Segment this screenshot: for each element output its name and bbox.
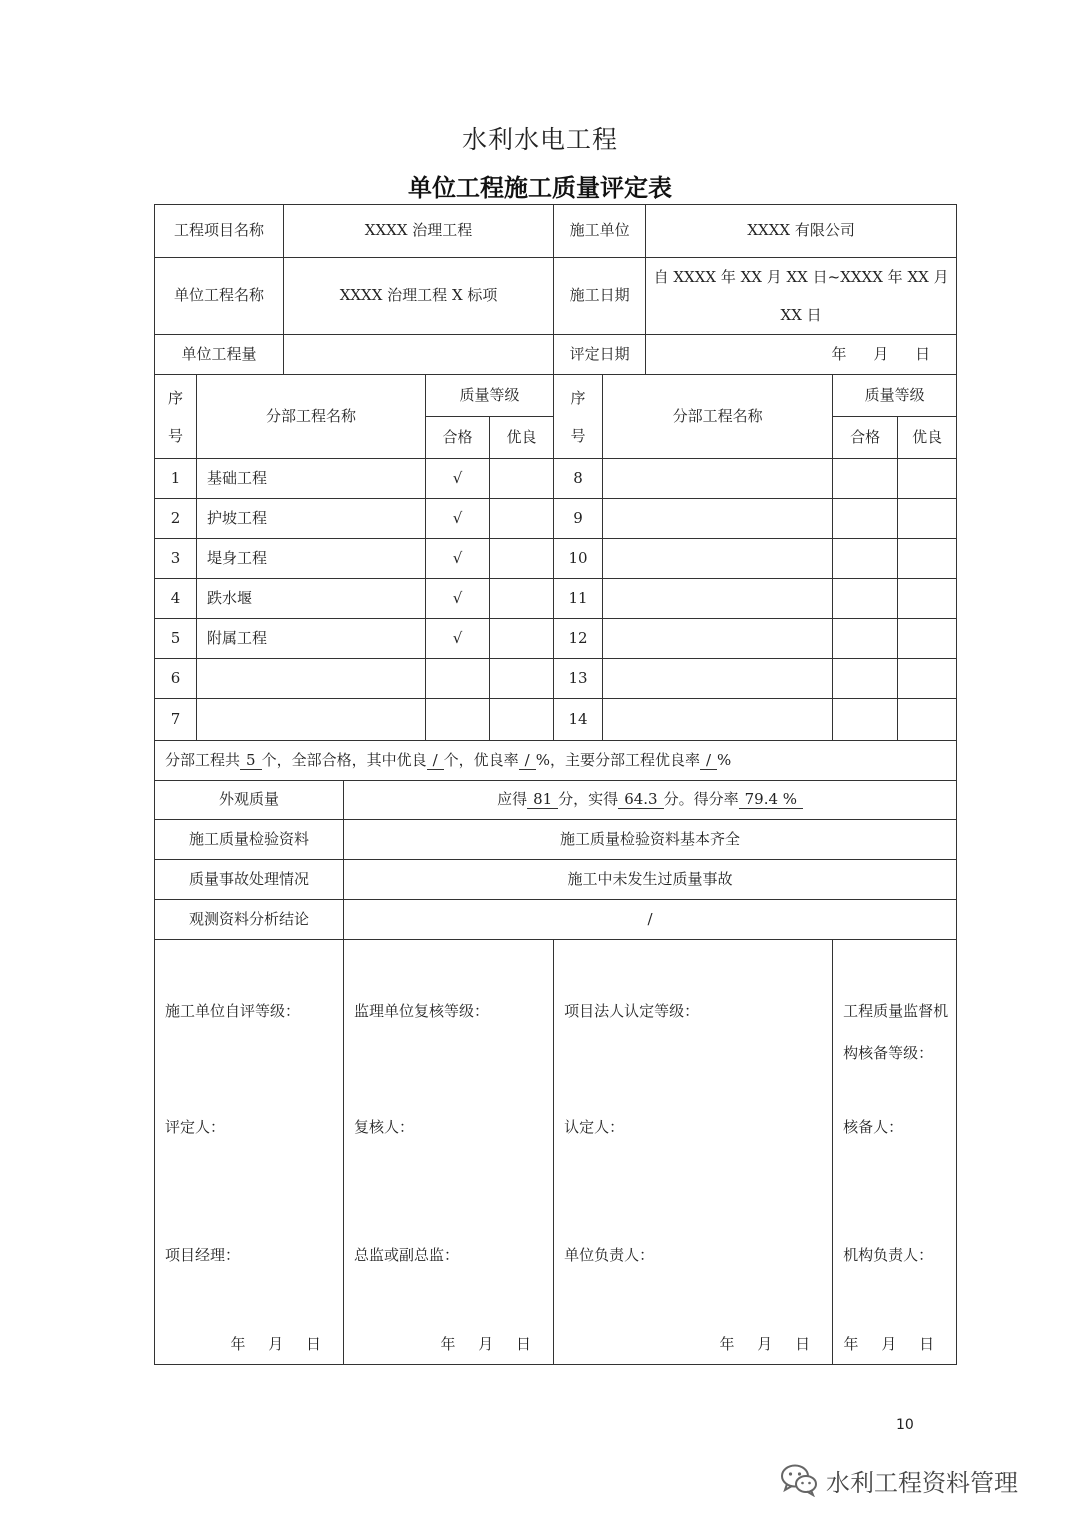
signature-date: 年 月 日 <box>230 1334 322 1353</box>
excellent-mark <box>898 459 957 499</box>
row-no: 8 <box>554 459 603 499</box>
excellent-mark <box>490 499 554 539</box>
excellent-mark <box>490 539 554 579</box>
excellent-mark <box>898 539 957 579</box>
subproject-name: 基础工程 <box>197 459 426 499</box>
construction-date-label: 施工日期 <box>554 258 646 335</box>
evaluation-date-value: 年 月 日 <box>646 335 957 375</box>
observation-value: / <box>344 900 957 940</box>
row-no: 9 <box>554 499 603 539</box>
construction-date-value: 自 XXXX 年 XX 月 XX 日~XXXX 年 XX 月 XX 日 <box>646 258 957 335</box>
subproject-name: 跌水堰 <box>197 579 426 619</box>
document-title: 水利水电工程 <box>461 125 618 154</box>
appearance-actual-score: 64.3 <box>618 790 663 809</box>
pass-mark: √ <box>426 619 490 659</box>
page-number: 10 <box>896 1417 914 1433</box>
subproject-name <box>197 699 426 741</box>
unit-project-label: 单位工程名称 <box>155 258 284 335</box>
table-row <box>155 539 957 579</box>
pass-header-right: 合格 <box>833 417 898 459</box>
signature-date: 年 月 日 <box>719 1334 811 1353</box>
signature-date: 年 月 日 <box>843 1334 935 1353</box>
filing-grade-label: 工程质量监督机构核备等级： <box>843 1002 949 1062</box>
pass-mark <box>833 699 898 741</box>
unit-leader-label: 单位负责人： <box>564 1246 655 1264</box>
seq-header-char2: 号 <box>167 426 183 445</box>
observation-label: 观测资料分析结论 <box>155 900 344 940</box>
unit-project-value: XXXX 治理工程 X 标项 <box>284 258 554 335</box>
subproject-summary <box>155 741 957 781</box>
seq-header-char1: 序 <box>167 388 183 407</box>
summary-text: 个，优良率 <box>443 750 519 769</box>
row-no: 3 <box>155 539 197 579</box>
approval-grade-label: 项目法人认定等级： <box>564 1002 700 1020</box>
seq-header-right <box>554 375 603 459</box>
self-grade-label: 施工单位自评等级： <box>165 1002 301 1020</box>
excellent-mark <box>490 619 554 659</box>
table-row <box>155 619 957 659</box>
row-no: 6 <box>155 659 197 699</box>
seq-header-char2: 号 <box>570 426 586 445</box>
row-no: 11 <box>554 579 603 619</box>
subproject-name <box>603 499 833 539</box>
row-no: 12 <box>554 619 603 659</box>
pass-mark: √ <box>426 579 490 619</box>
pass-mark <box>833 499 898 539</box>
subproject-name <box>603 459 833 499</box>
accident-label: 质量事故处理情况 <box>155 860 344 900</box>
pass-mark: √ <box>426 459 490 499</box>
unit-quantity-value <box>284 335 554 375</box>
pass-mark <box>833 539 898 579</box>
quality-evaluation-table <box>154 204 957 1365</box>
table-row <box>155 499 957 539</box>
subproject-name <box>197 659 426 699</box>
accident-value: 施工中未发生过质量事故 <box>344 860 957 900</box>
summary-text: %，主要分部工程优良率 <box>535 750 700 769</box>
subproject-name <box>603 659 833 699</box>
approver-label: 认定人： <box>564 1118 625 1136</box>
appearance-due-score: 81 <box>527 790 558 809</box>
appearance-text: 分，实得 <box>558 790 619 809</box>
subproject-name-header-right: 分部工程名称 <box>603 375 833 459</box>
subproject-name <box>603 619 833 659</box>
watermark-text: 水利工程资料管理 <box>826 1468 1018 1497</box>
signature-owner <box>554 940 833 1365</box>
subproject-name-header-left: 分部工程名称 <box>197 375 426 459</box>
project-name-value: XXXX 治理工程 <box>284 205 554 258</box>
subproject-name <box>603 579 833 619</box>
row-no: 10 <box>554 539 603 579</box>
appearance-value <box>344 781 957 820</box>
quality-grade-header-left: 质量等级 <box>426 375 554 417</box>
signature-supervisor <box>344 940 554 1365</box>
appearance-text: 分。得分率 <box>663 790 739 809</box>
pass-header-left: 合格 <box>426 417 490 459</box>
form-title: 单位工程施工质量评定表 <box>408 174 672 202</box>
inspection-value: 施工质量检验资料基本齐全 <box>344 820 957 860</box>
excellent-header-right: 优良 <box>898 417 957 459</box>
excellent-mark <box>898 699 957 741</box>
summary-text: 个，全部合格，其中优良 <box>261 750 427 769</box>
pass-mark <box>833 619 898 659</box>
row-no: 4 <box>155 579 197 619</box>
summary-text: % <box>717 750 732 769</box>
filer-label: 核备人： <box>843 1118 904 1136</box>
summary-text: 分部工程共 <box>165 750 241 769</box>
subproject-count: 5 <box>240 751 262 770</box>
appearance-score-rate: 79.4 % <box>739 790 803 809</box>
chief-supervisor-label: 总监或副总监： <box>354 1246 460 1264</box>
excellent-rate: / <box>519 751 536 770</box>
pass-mark <box>426 659 490 699</box>
agency-leader-label: 机构负责人： <box>843 1246 934 1264</box>
excellent-mark <box>490 459 554 499</box>
table-row <box>155 699 957 741</box>
quality-grade-header-right: 质量等级 <box>833 375 957 417</box>
subproject-name <box>603 699 833 741</box>
excellent-mark <box>898 619 957 659</box>
pass-mark <box>833 659 898 699</box>
evaluator-label: 评定人： <box>165 1118 226 1136</box>
unit-quantity-label: 单位工程量 <box>155 335 284 375</box>
excellent-mark <box>490 699 554 741</box>
signature-date: 年 月 日 <box>440 1334 532 1353</box>
excellent-mark <box>898 659 957 699</box>
seq-header-char1: 序 <box>570 388 586 407</box>
table-row <box>155 659 957 699</box>
row-no: 13 <box>554 659 603 699</box>
pass-mark: √ <box>426 499 490 539</box>
row-no: 14 <box>554 699 603 741</box>
inspection-label: 施工质量检验资料 <box>155 820 344 860</box>
excellent-mark <box>898 579 957 619</box>
excellent-count: / <box>427 751 444 770</box>
contractor-label: 施工单位 <box>554 205 646 258</box>
project-name-label: 工程项目名称 <box>155 205 284 258</box>
table-row <box>155 579 957 619</box>
appearance-label: 外观质量 <box>155 781 344 820</box>
pass-mark: √ <box>426 539 490 579</box>
pass-mark <box>833 579 898 619</box>
review-grade-label: 监理单位复核等级： <box>354 1002 490 1020</box>
signature-contractor <box>155 940 344 1365</box>
row-no: 5 <box>155 619 197 659</box>
appearance-text: 应得 <box>497 790 528 809</box>
subproject-name <box>603 539 833 579</box>
subproject-name: 护坡工程 <box>197 499 426 539</box>
subproject-name: 附属工程 <box>197 619 426 659</box>
excellent-mark <box>898 499 957 539</box>
excellent-mark <box>490 579 554 619</box>
excellent-mark <box>490 659 554 699</box>
contractor-value: XXXX 有限公司 <box>646 205 957 258</box>
row-no: 7 <box>155 699 197 741</box>
pass-mark <box>426 699 490 741</box>
reviewer-label: 复核人： <box>354 1118 415 1136</box>
subproject-name: 堤身工程 <box>197 539 426 579</box>
evaluation-date-label: 评定日期 <box>554 335 646 375</box>
watermark <box>780 1460 1018 1500</box>
project-manager-label: 项目经理： <box>165 1246 241 1264</box>
wechat-icon <box>780 1463 818 1497</box>
main-excellent-rate: / <box>700 751 717 770</box>
pass-mark <box>833 459 898 499</box>
row-no: 2 <box>155 499 197 539</box>
table-row <box>155 459 957 499</box>
row-no: 1 <box>155 459 197 499</box>
signature-inspection-agency <box>833 940 957 1365</box>
excellent-header-left: 优良 <box>490 417 554 459</box>
seq-header-left <box>155 375 197 459</box>
